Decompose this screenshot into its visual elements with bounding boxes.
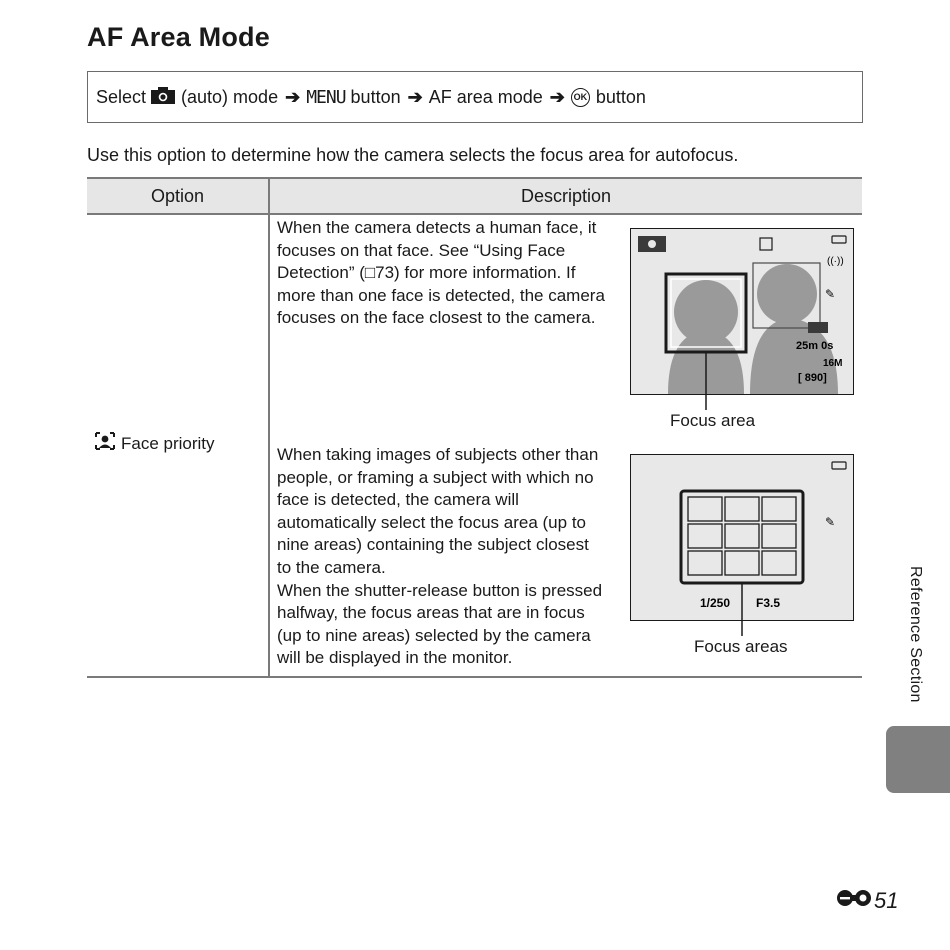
description-face-detected: When the camera detects a human face, it focuses on that face. See “Using Face Detection” (□73) for more information. If more than one face is detected, the camera focuses on the face closest to the camera. — [277, 218, 605, 328]
grid-screen-illustration — [630, 454, 854, 658]
page-title: AF Area Mode — [87, 22, 270, 52]
motion-detection-icon: ✎ — [825, 287, 836, 301]
header-bottom-rule — [87, 213, 862, 215]
section-tab-marker — [886, 726, 950, 793]
aperture: F3.5 — [756, 596, 781, 610]
caption-focus-areas: Focus areas — [694, 637, 788, 656]
description-no-face: When taking images of subjects other than people, or framing a subject with which no face is detected, the camera will automatically select the focus area (up to nine areas) containing the subject closest to the camera. When the shutter-release button is pressed halfway, the focus areas that are in focus (up to nine areas) selected by the camera will be displayed in the monitor. — [277, 445, 603, 668]
arrow-right-icon: ➔ — [285, 86, 301, 107]
ok-button-icon: OK — [571, 88, 590, 107]
motion-detection-icon: ✎ — [825, 515, 836, 529]
frames-remaining: [ 890] — [798, 372, 827, 384]
reference-section-icon — [836, 888, 872, 914]
column-divider — [268, 177, 270, 678]
page-number-text: 51 — [874, 888, 899, 913]
face-priority-screen-illustration — [630, 228, 854, 430]
menu-button-glyph: MENU — [306, 86, 346, 108]
arrow-right-icon: ➔ — [407, 86, 423, 107]
caption-focus-area: Focus area — [670, 411, 756, 430]
menu-path-button: button — [350, 86, 401, 107]
vr-icon: ((·)) — [827, 256, 844, 267]
image-size: 16M — [823, 358, 843, 369]
header-description: Description — [270, 179, 862, 213]
shutter-speed: 1/250 — [700, 596, 731, 610]
menu-path-auto-mode: (auto) mode — [181, 86, 279, 107]
menu-path-button: button — [595, 86, 646, 107]
option-label-text: Face priority — [121, 433, 215, 453]
menu-path-select: Select — [96, 86, 147, 107]
header-option: Option — [87, 179, 268, 213]
section-side-label: Reference Section — [907, 566, 924, 703]
menu-path-af-area-mode: AF area mode — [428, 86, 543, 107]
intro-text: Use this option to determine how the camera selects the focus area for autofocus. — [87, 145, 739, 165]
camera-icon — [151, 86, 175, 109]
option-face-priority — [95, 432, 215, 455]
face-priority-icon — [95, 432, 115, 455]
menu-path-box — [87, 71, 863, 123]
image-quality-icon — [808, 322, 828, 333]
table-bottom-rule — [87, 676, 862, 678]
time-remaining: 25m 0s — [796, 340, 834, 352]
page-number — [836, 888, 898, 914]
arrow-right-icon: ➔ — [549, 86, 565, 107]
